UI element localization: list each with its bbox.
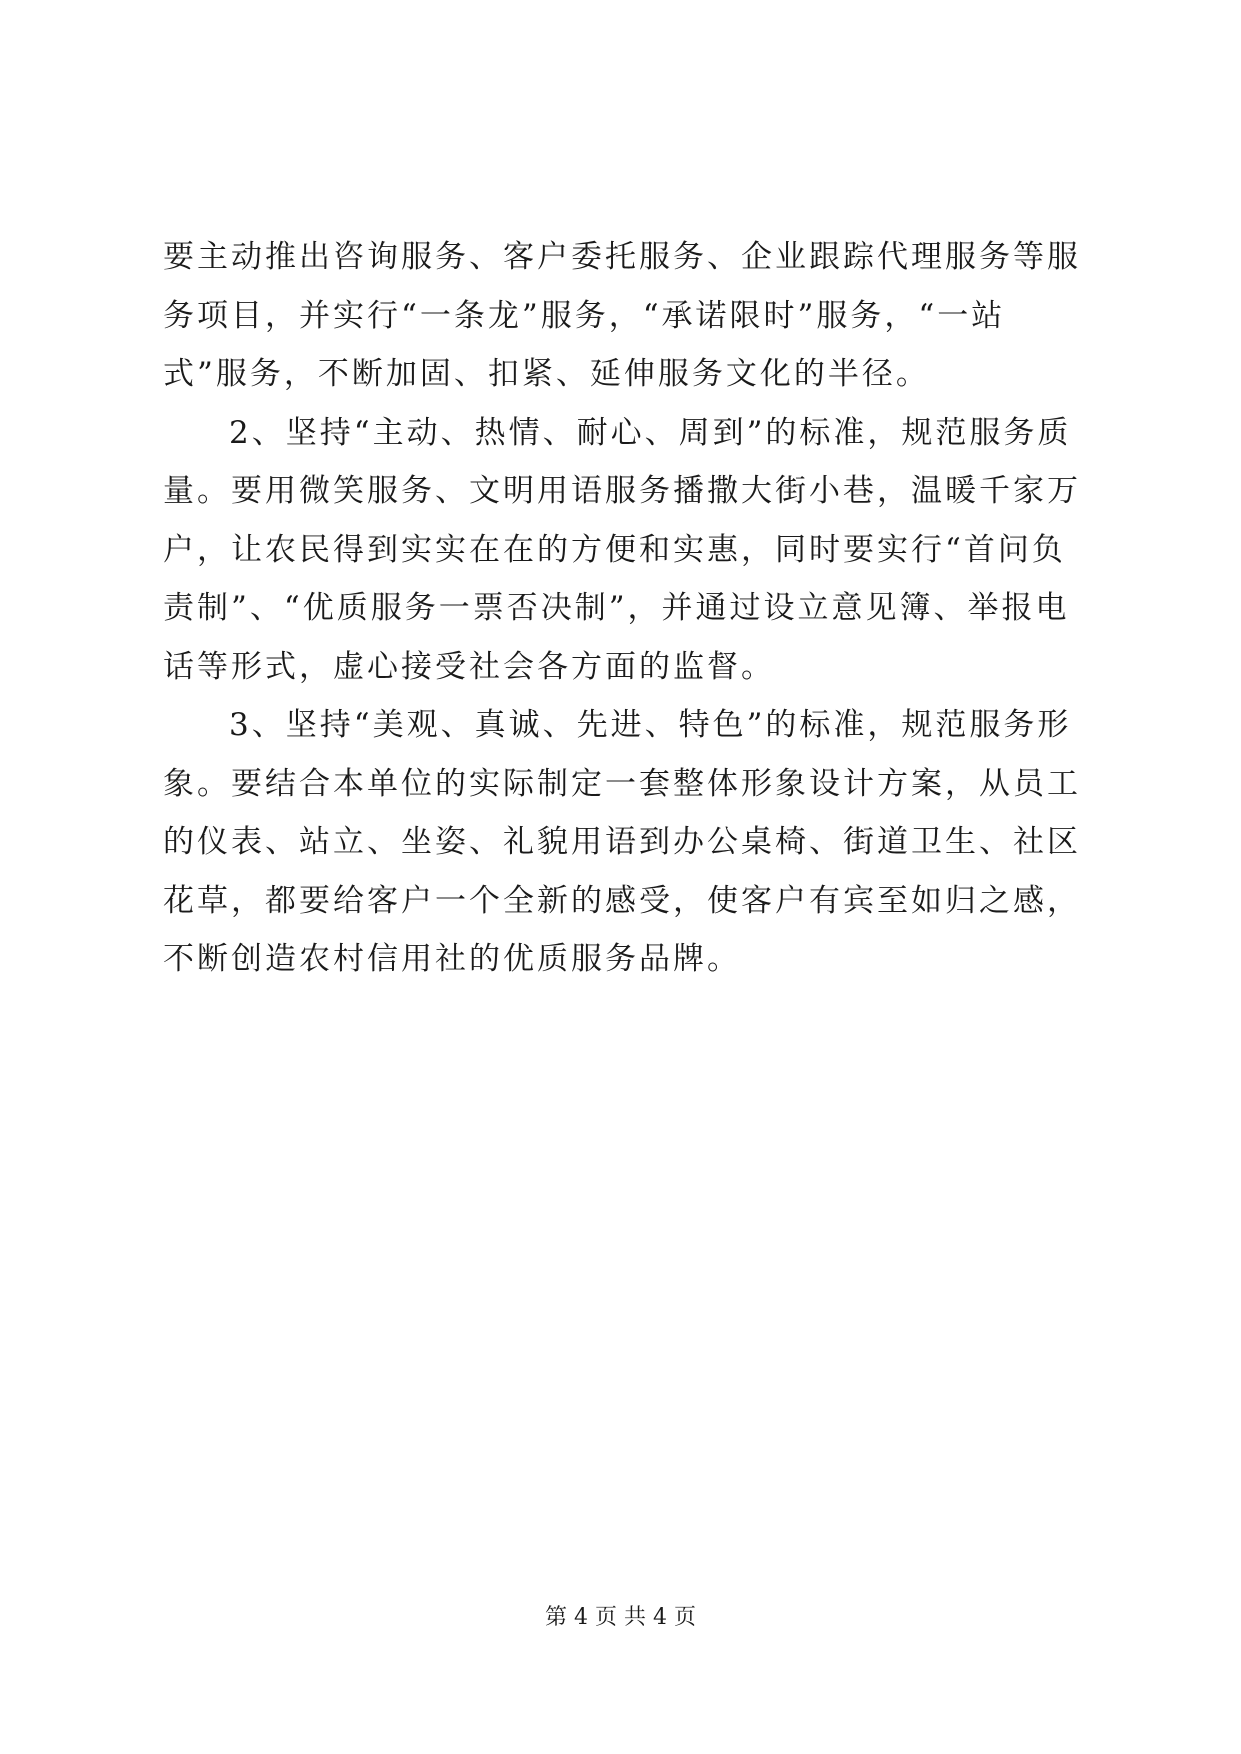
paragraph-continued: 要主动推出咨询服务、客户委托服务、企业跟踪代理服务等服务项目，并实行“一条龙”服务，“承诺限时”服务，“一站式”服务，不断加固、扣紧、延伸服务文化的半径。 [163,239,1081,392]
page-number-label: 第 4 页 共 4 页 [545,1605,696,1630]
paragraph-service-quality: 2、坚持“主动、热情、耐心、周到”的标准，规范服务质量。要用微笑服务、文明用语服务播撒大街小巷，温暖千家万户，让农民得到实实在在的方便和实惠，同时要实行“首问负责制”、“优质服务一票否决制”，并通过设立意见簿、举报电话等形式，虚心接受社会各方面的监督。 [163,414,1081,685]
document-body [163,228,1083,989]
paragraph-service-image: 3、坚持“美观、真诚、先进、特色”的标准，规范服务形象。要结合本单位的实际制定一套整体形象设计方案，从员工的仪表、站立、坐姿、礼貌用语到办公桌椅、街道卫生、社区花草，都要给客户一个全新的感受，使客户有宾至如归之感，不断创造农村信用社的优质服务品牌。 [163,707,1081,977]
page-footer [0,1603,1241,1633]
